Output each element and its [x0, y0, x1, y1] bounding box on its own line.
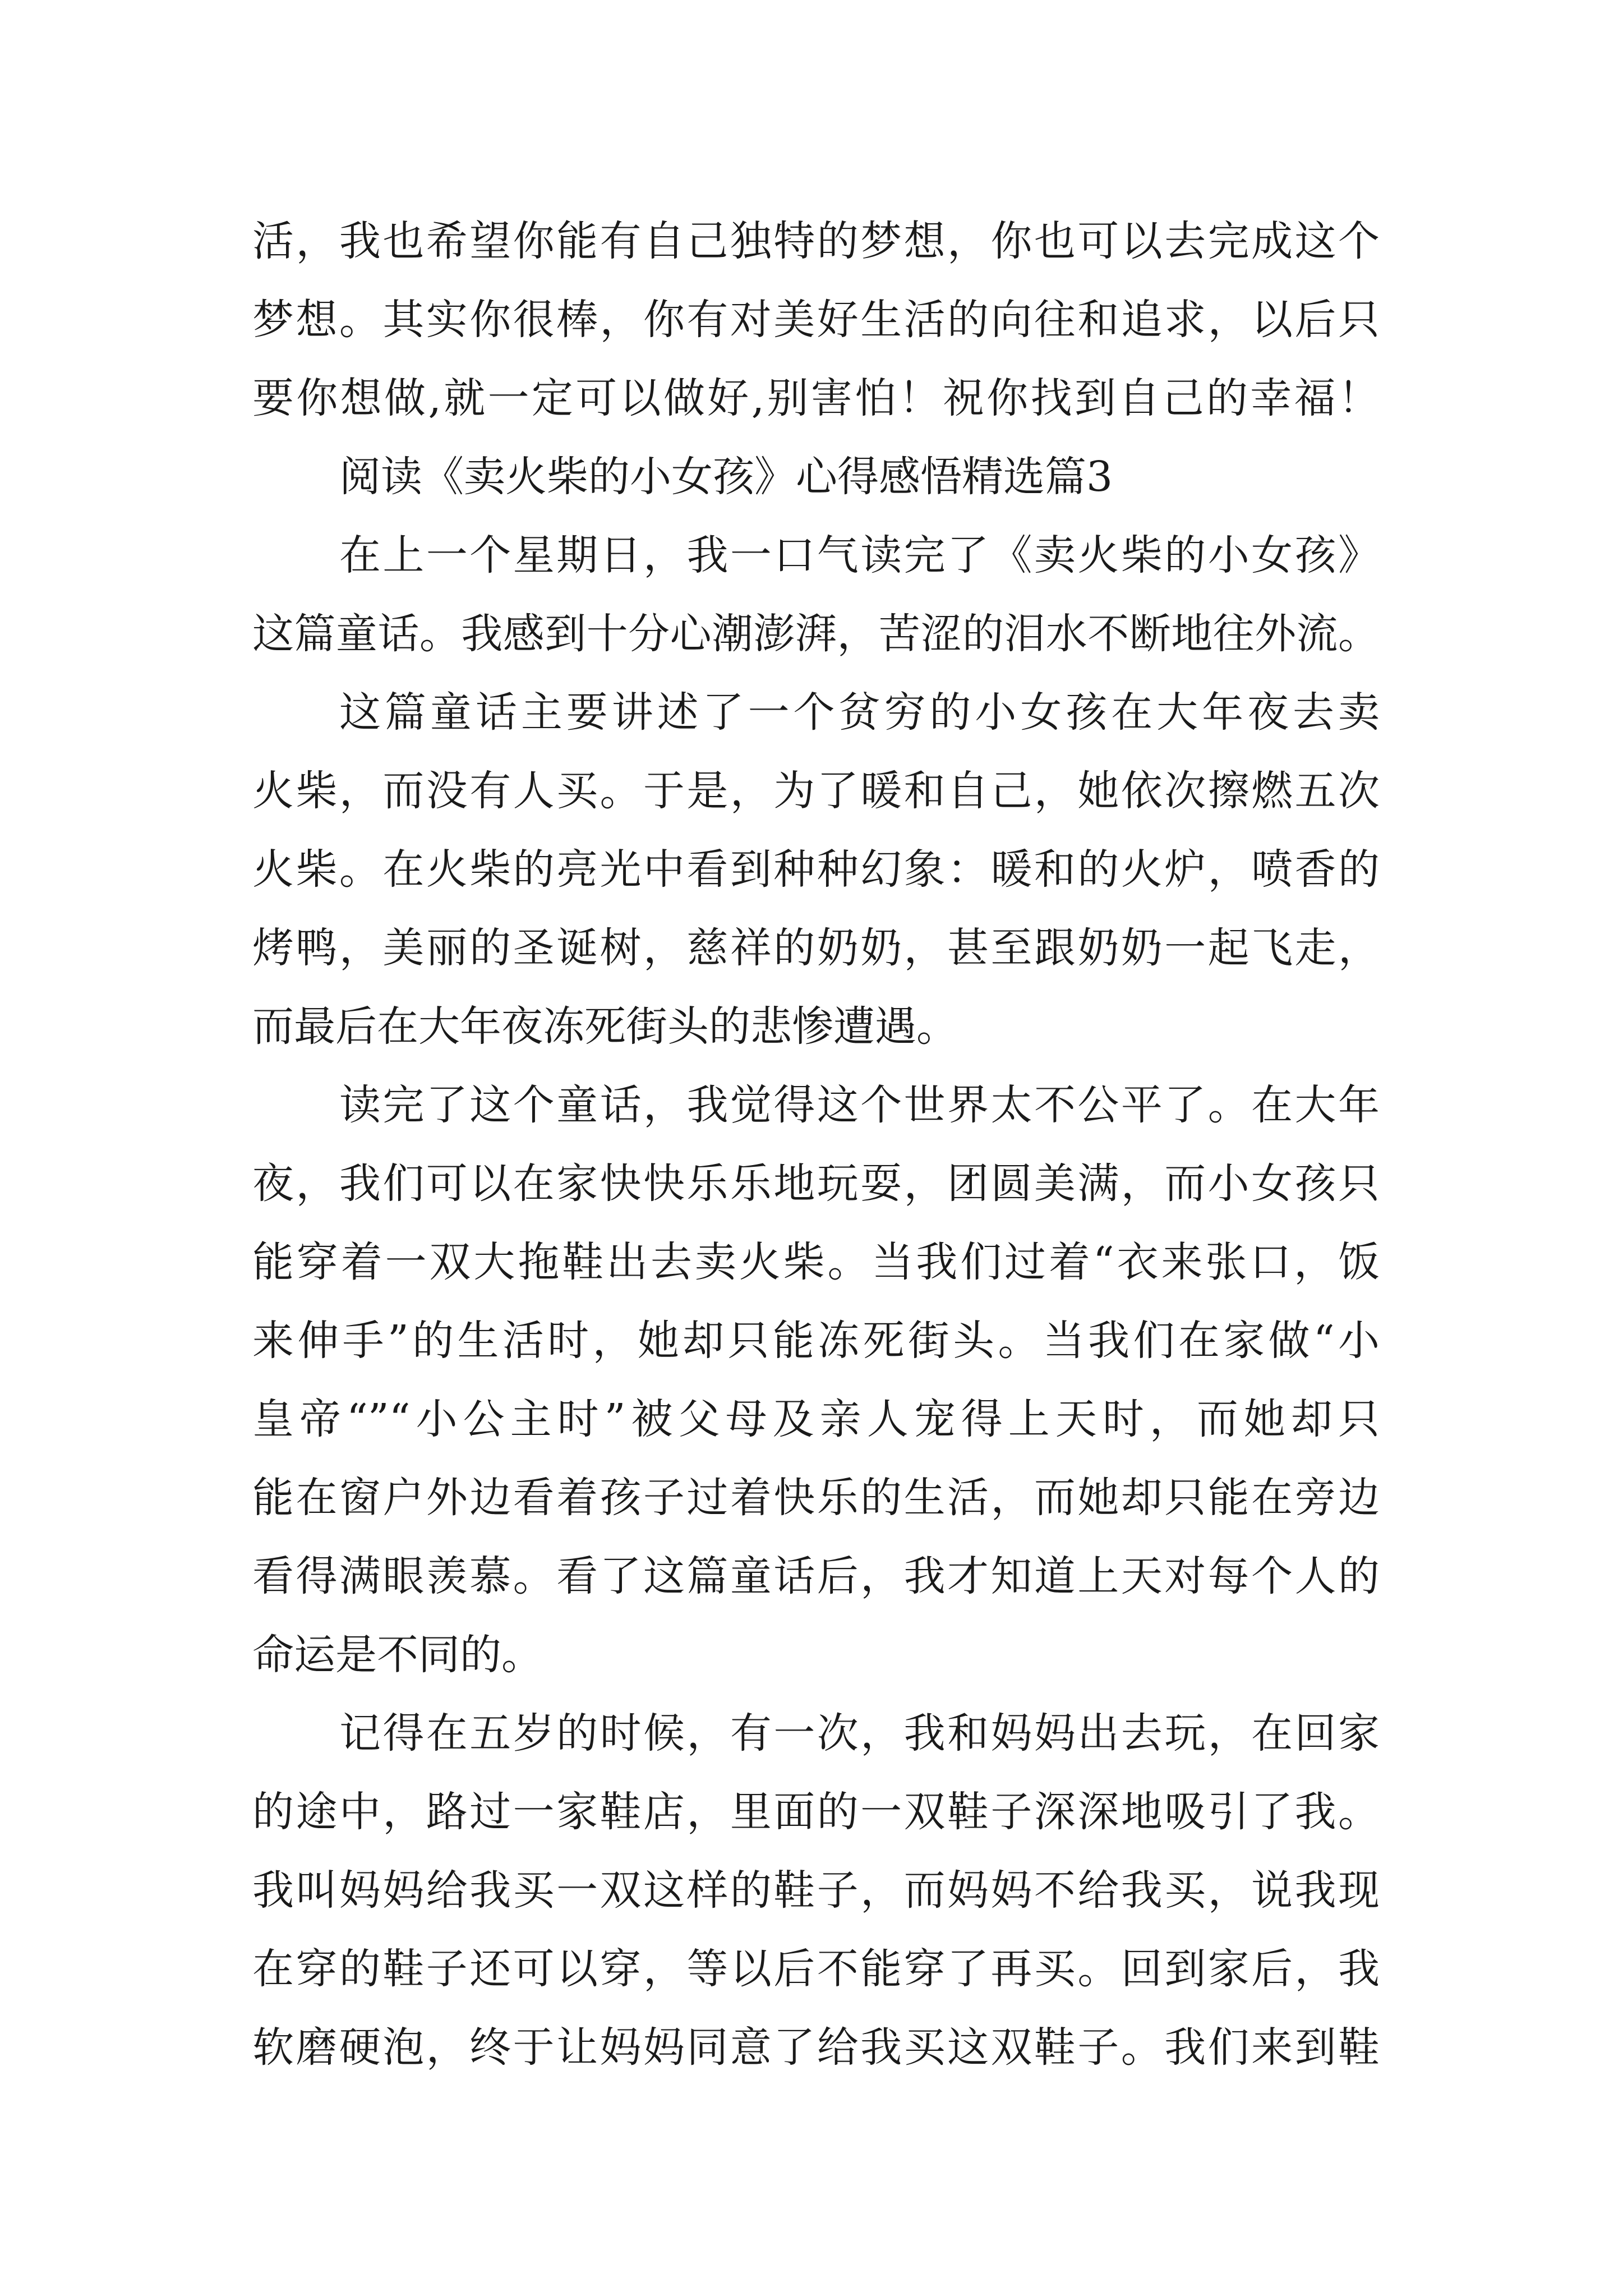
text-line: 这篇童话主要讲述了一个贫穷的小女孩在大年夜去卖	[339, 688, 1380, 737]
text-line: 而最后在大年夜冻死街头的悲惨遭遇。	[252, 1002, 958, 1051]
text-line: 活，我也希望你能有自己独特的梦想，你也可以去完成这个	[252, 217, 1380, 265]
text-line: 我叫妈妈给我买一双这样的鞋子，而妈妈不给我买，说我现	[252, 1866, 1380, 1915]
text-line: 看得满眼羡慕。看了这篇童话后，我才知道上天对每个人的	[252, 1552, 1380, 1600]
text-line: 火柴，而没有人买。于是，为了暖和自己，她依次擦燃五次	[252, 767, 1380, 815]
text-line: 能在窗户外边看着孩子过着快乐的生活，而她却只能在旁边	[252, 1474, 1380, 1522]
text-line: 读完了这个童话，我觉得这个世界太不公平了。在大年	[339, 1081, 1380, 1129]
text-line: 命运是不同的。	[252, 1631, 543, 1679]
text-line: 要你想做,就一定可以做好,别害怕！祝你找到自己的幸福！	[252, 374, 1380, 422]
text-line: 火柴。在火柴的亮光中看到种种幻象：暖和的火炉，喷香的	[252, 845, 1380, 894]
text-line: 的途中，路过一家鞋店，里面的一双鞋子深深地吸引了我。	[252, 1788, 1380, 1836]
section-heading: 阅读《卖火柴的小女孩》心得感悟精选篇3	[339, 453, 1113, 501]
text-line: 梦想。其实你很棒，你有对美好生活的向往和追求，以后只	[252, 296, 1380, 344]
text-line: 皇帝“”“小公主时”被父母及亲人宠得上天时，而她却只	[252, 1395, 1380, 1443]
text-line: 夜，我们可以在家快快乐乐地玩耍，团圆美满，而小女孩只	[252, 1159, 1380, 1208]
text-line: 这篇童话。我感到十分心潮澎湃，苦涩的泪水不断地往外流。	[252, 610, 1380, 658]
text-line: 来伸手”的生活时，她却只能冻死街头。当我们在家做“小	[252, 1317, 1380, 1365]
text-line: 在上一个星期日，我一口气读完了《卖火柴的小女孩》	[339, 531, 1380, 579]
text-line: 软磨硬泡，终于让妈妈同意了给我买这双鞋子。我们来到鞋	[252, 2023, 1380, 2072]
text-line: 烤鸭，美丽的圣诞树，慈祥的奶奶，甚至跟奶奶一起飞走，	[252, 924, 1380, 972]
text-line: 能穿着一双大拖鞋出去卖火柴。当我们过着“衣来张口，饭	[252, 1238, 1380, 1286]
text-line: 记得在五岁的时候，有一次，我和妈妈出去玩，在回家	[339, 1709, 1380, 1757]
text-line: 在穿的鞋子还可以穿，等以后不能穿了再买。回到家后，我	[252, 1945, 1380, 1993]
